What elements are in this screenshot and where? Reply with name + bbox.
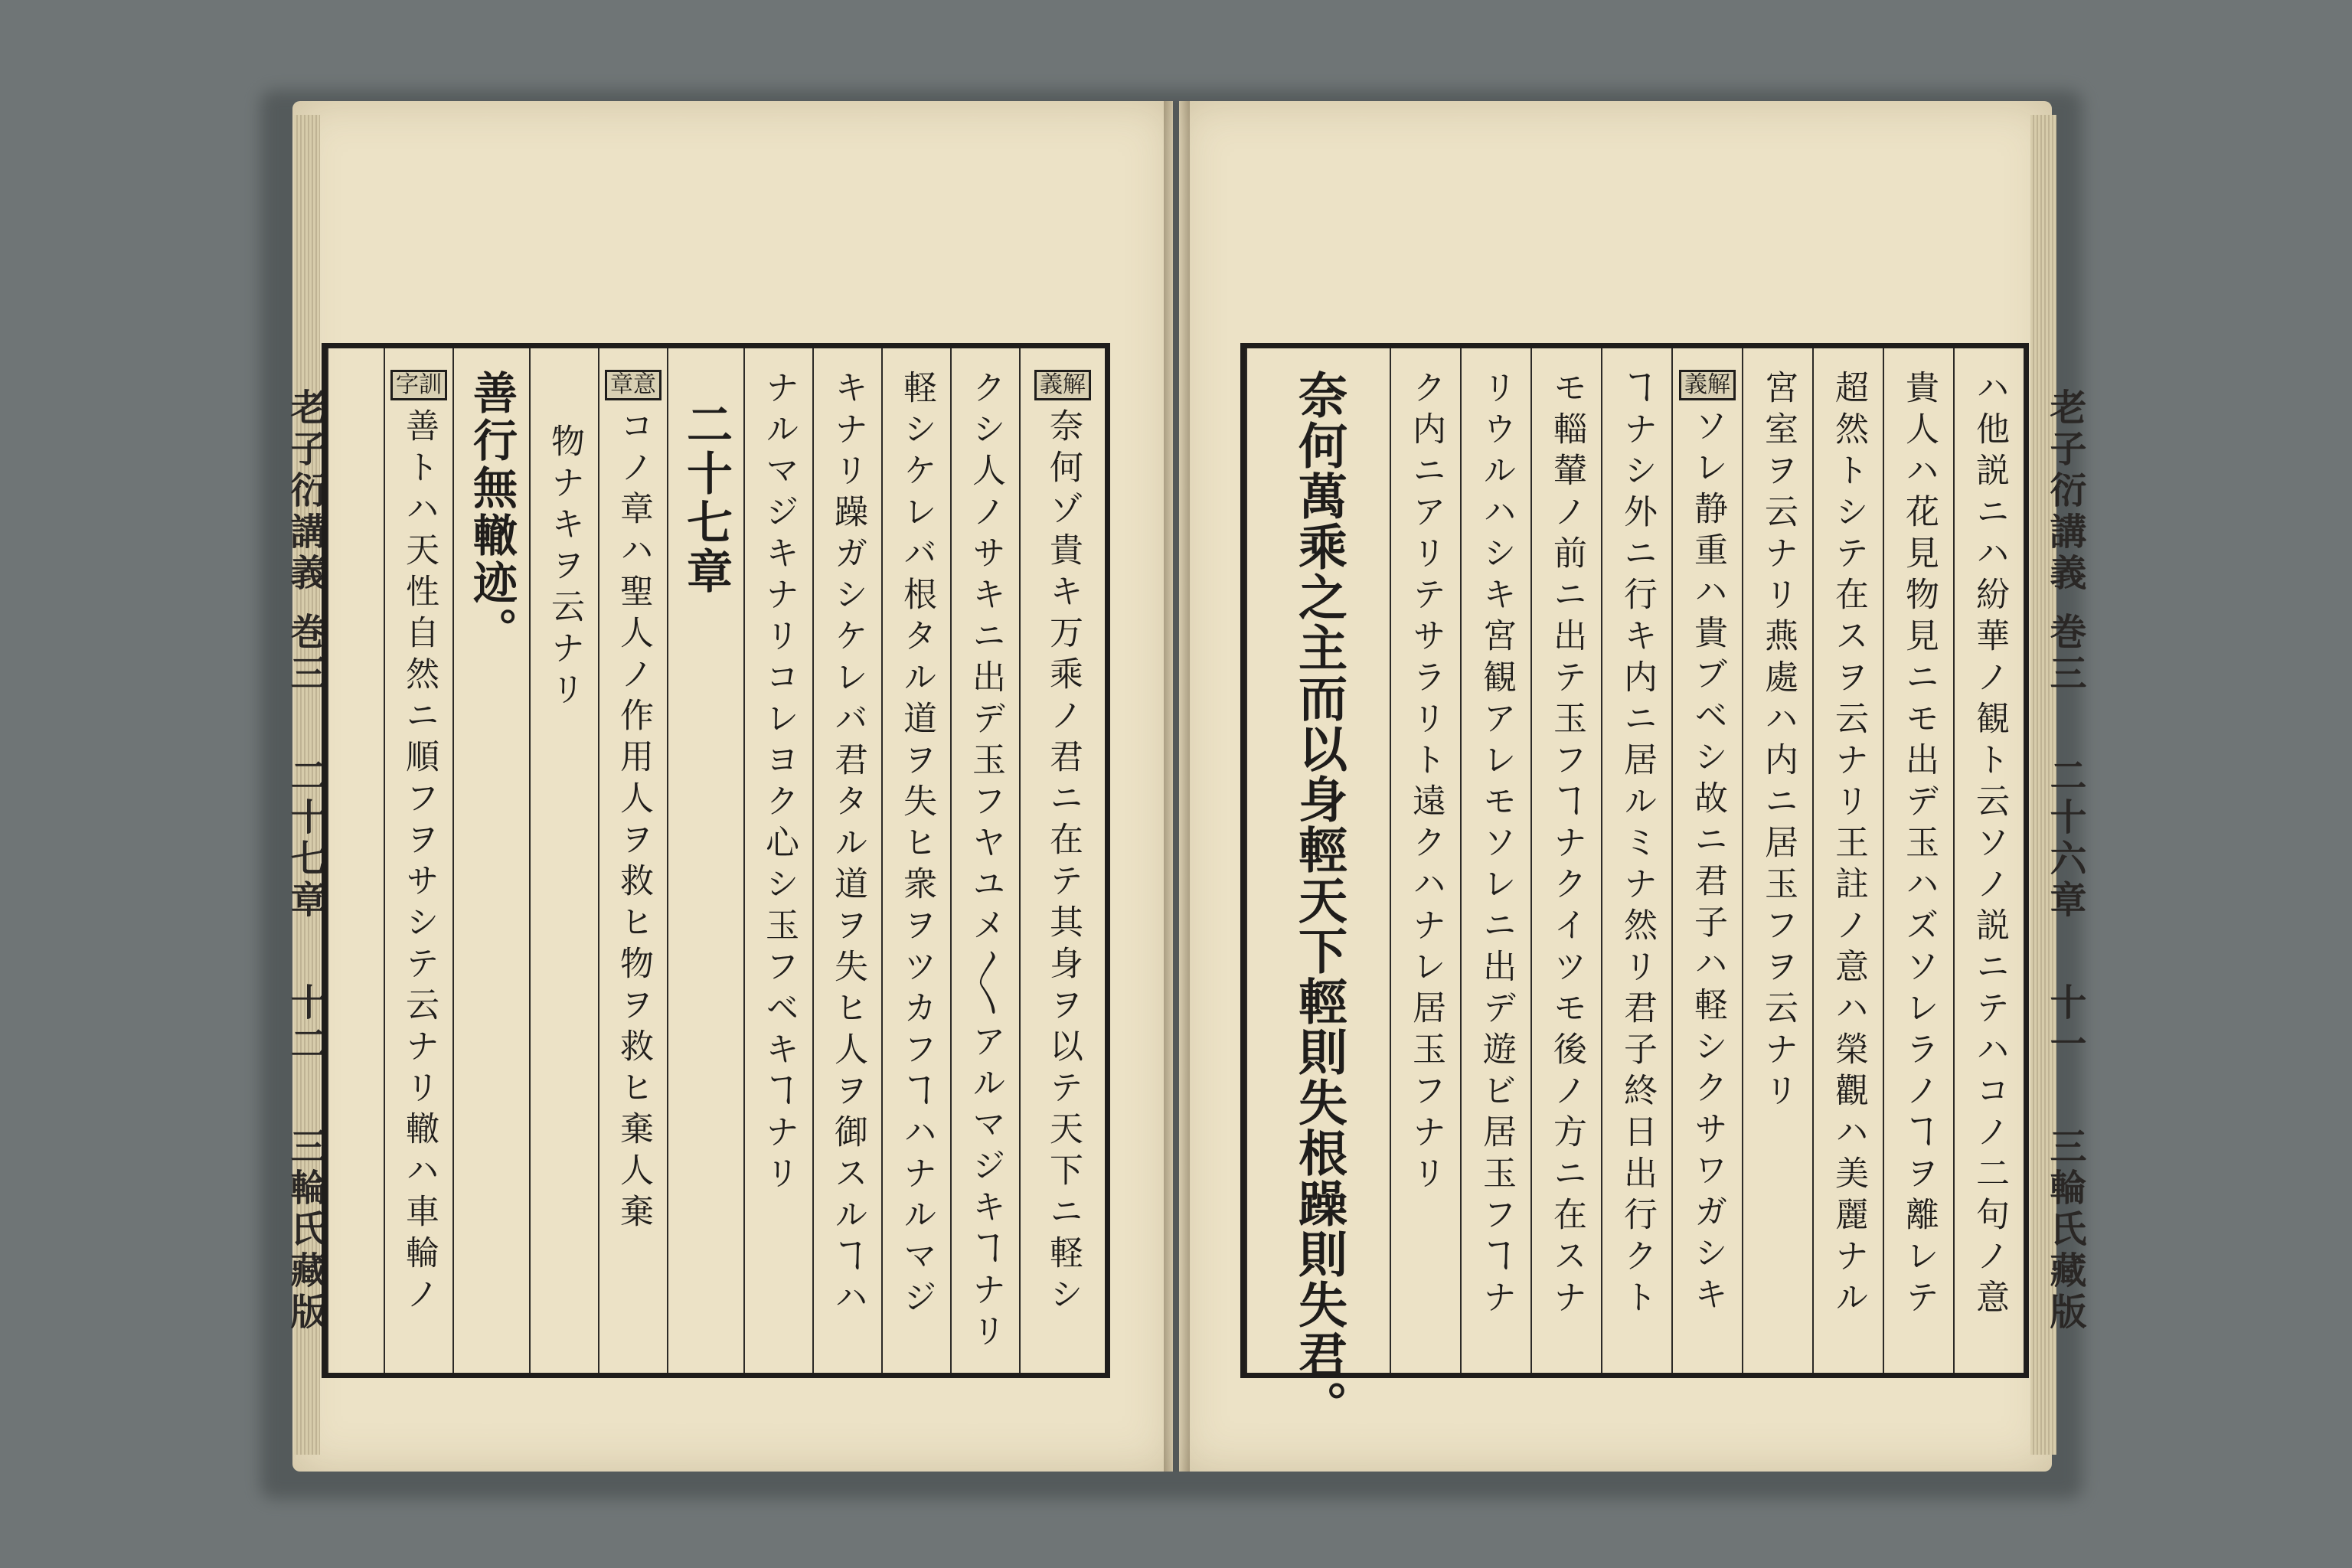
text-column	[1019, 348, 1105, 1373]
chapter-heading-column	[667, 348, 743, 1373]
left-margin-title: 老子衍講義 巻三	[284, 387, 327, 695]
column-text: クシ人ノサキニ出デ玉フヤユメ〳〵アルマジキヿナリ	[966, 370, 1005, 1354]
text-column	[812, 348, 881, 1373]
column-text: キナリ躁ガシケレバ君タル道ヲ失ヒ人ヲ御スルヿハ	[828, 370, 867, 1321]
column-text: 超然トシテ在スヲ云ナリ王註ノ意ハ榮觀ハ美麗ナル	[1829, 370, 1868, 1321]
blank-column	[327, 348, 384, 1373]
text-column	[1671, 348, 1742, 1373]
text-column	[1742, 348, 1812, 1373]
section-tag: 義解	[1679, 370, 1736, 400]
column-text: 貴人ハ花見物見ニモ出デ玉ハズソレラノヿヲ離レテ	[1900, 370, 1939, 1321]
column-text: モ輜輦ノ前ニ出テ玉フヿナクイツモ後ノ方ニ在スナ	[1547, 370, 1586, 1321]
right-text-frame	[1240, 343, 2029, 1431]
right-margin-page: 十一	[2043, 982, 2086, 1066]
text-column	[1601, 348, 1671, 1373]
column-text: 物ナキヲ云ナリ	[545, 423, 584, 713]
left-margin-publisher: 三輪氏藏版	[284, 1126, 327, 1334]
column-text: ク内ニアリテサラリト遠クハナレ居玉フナリ	[1406, 370, 1446, 1197]
text-column	[1390, 348, 1460, 1373]
column-text: 宮室ヲ云ナリ燕處ハ内ニ居玉フヲ云ナリ	[1759, 370, 1798, 1114]
text-column	[1883, 348, 1953, 1373]
main-text: 善行無轍迹。	[466, 370, 518, 655]
left-text-frame	[322, 343, 1110, 1378]
chapter-heading: 二十七章	[679, 400, 733, 596]
text-column	[598, 348, 667, 1373]
column-text: ナルマジキナリコレヨク心シ玉フベキヿナリ	[760, 370, 799, 1197]
text-column	[950, 348, 1019, 1373]
column-text: ヿナシ外ニ行キ内ニ居ルミナ然リ君子終日出行クト	[1618, 370, 1657, 1321]
section-tag: 章意	[605, 370, 662, 400]
text-column	[1812, 348, 1883, 1373]
section-tag: 字訓	[390, 370, 447, 400]
column-text: ソレ静重ハ貴ブベシ故ニ君子ハ軽シクサワガシキ	[1688, 408, 1727, 1318]
right-page-margin	[2043, 343, 2092, 1378]
book-gutter	[1164, 101, 1190, 1472]
left-margin-page: 十二	[284, 982, 327, 1066]
main-text-column	[1246, 348, 1390, 1431]
left-margin-chapter: 二十七章	[284, 756, 327, 922]
column-text: ハ他説ニハ紛華ノ観ト云ソノ説ニテハコノ二句ノ意	[1970, 370, 2009, 1321]
text-column	[1530, 348, 1601, 1373]
right-margin-title: 老子衍講義 巻三	[2043, 387, 2086, 695]
column-text: 軽シケレバ根タル道ヲ失ヒ衆ヲツカフヿハナルマジ	[897, 370, 936, 1321]
text-column	[1953, 348, 2024, 1373]
main-text: 奈何萬乘之主而以身輕天下輕則失根躁則失君。	[1290, 370, 1348, 1431]
text-column	[1460, 348, 1530, 1373]
column-text: 奈何ゾ貴キ万乘ノ君ニ在テ其身ヲ以テ天下ニ軽シ	[1044, 408, 1083, 1318]
right-margin-chapter: 二十六章	[2043, 756, 2086, 922]
text-column	[529, 348, 598, 1373]
column-text: 善トハ天性自然ニ順フヲサシテ云ナリ轍ハ車輪ノ	[400, 408, 439, 1318]
text-column	[881, 348, 950, 1373]
column-text: コノ章ハ聖人ノ作用人ヲ救ヒ物ヲ救ヒ棄人棄	[614, 408, 653, 1235]
main-text-column	[452, 348, 529, 1373]
column-text: リウルハシキ宮観アレモソレニ出デ遊ビ居玉フヿナ	[1477, 370, 1516, 1321]
right-margin-publisher: 三輪氏藏版	[2043, 1126, 2086, 1334]
text-column	[743, 348, 812, 1373]
text-column	[384, 348, 452, 1373]
section-tag: 義解	[1034, 370, 1091, 400]
